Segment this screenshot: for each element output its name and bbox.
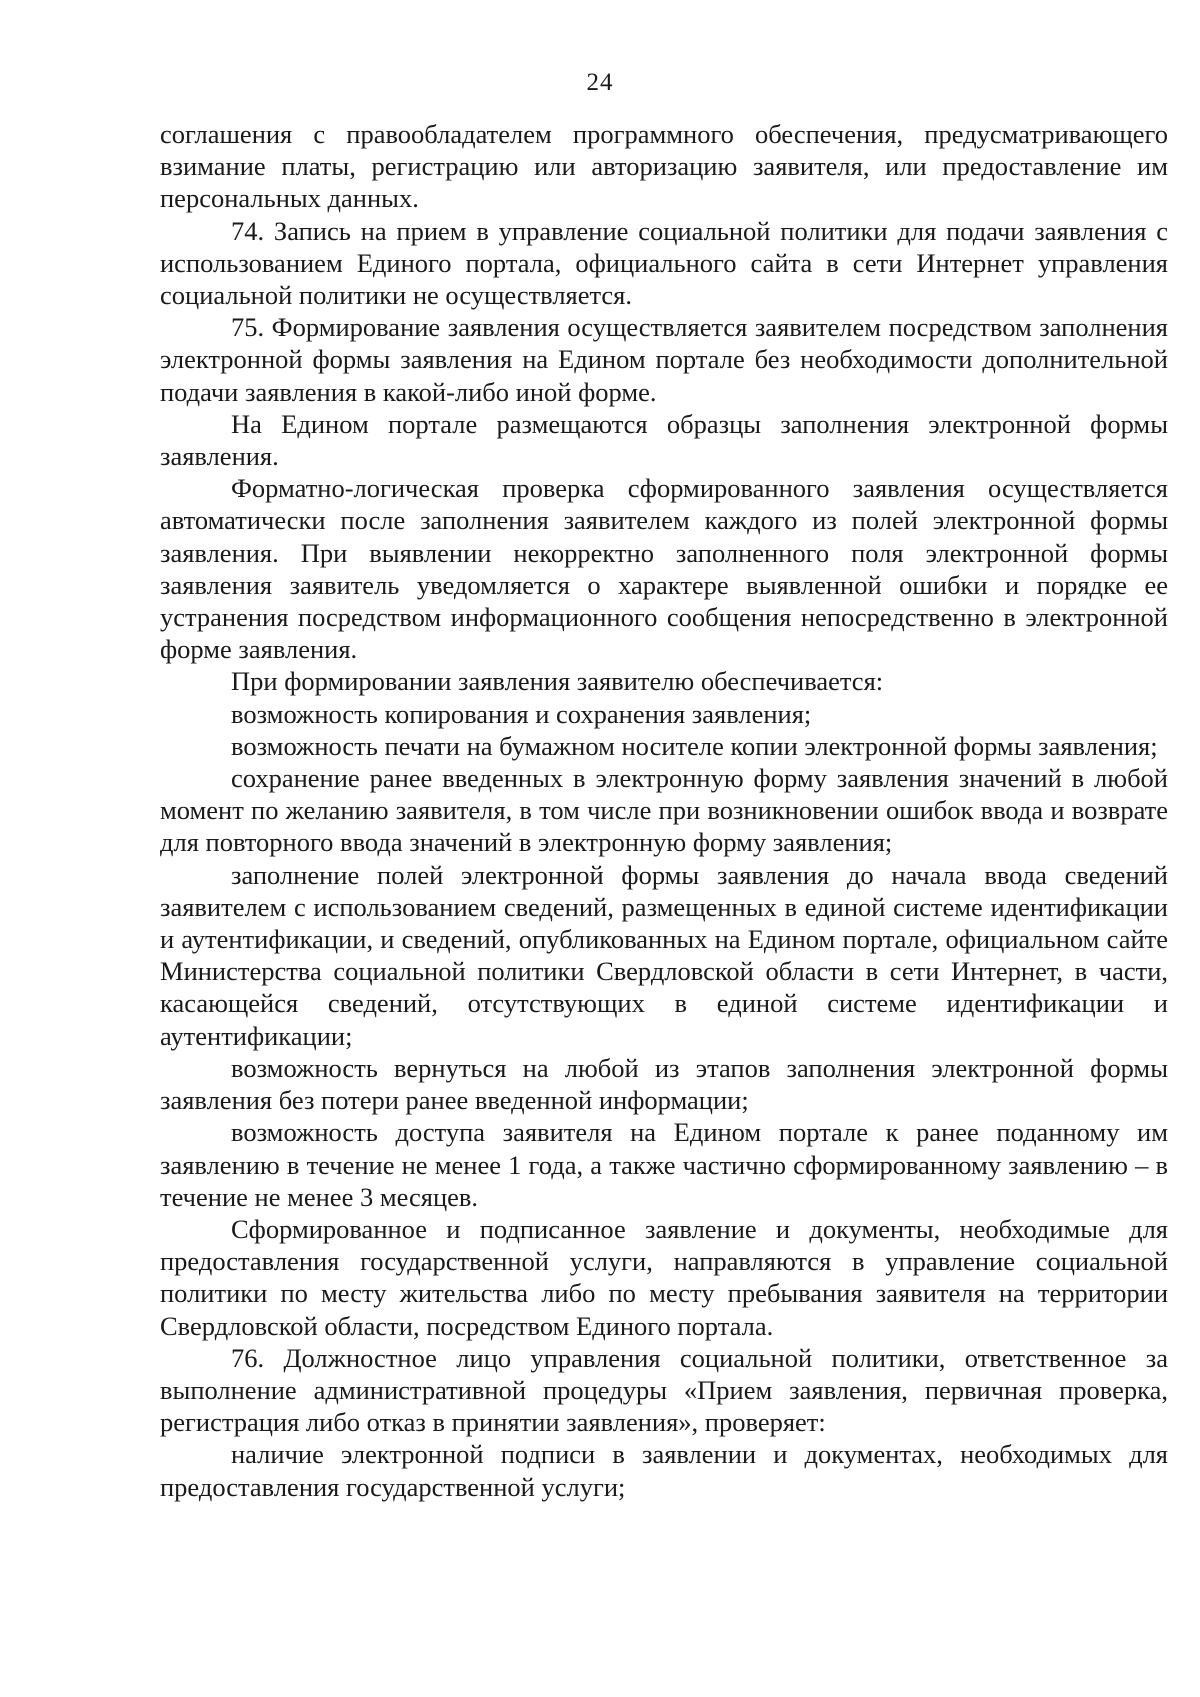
paragraph-74: 74. Запись на прием в управление социальной политики для подачи заявления с использованием Единого портала, официального сайта в сети Интернет управления социальной политики не осуществляется. <box>160 215 1168 311</box>
paragraph-76: 76. Должностное лицо управления социальной политики, ответственное за выполнение административной процедуры «Прием заявления, первичная проверка, регистрация либо отказ в принятии заявления», проверяет: <box>160 1342 1168 1438</box>
paragraph-submission: Сформированное и подписанное заявление и документы, необходимые для предоставления государственной услуги, направляются в управление социальной политики по месту жительства либо по месту пребывания заявителя на территории Свердловской области, посредством Единого портала. <box>160 1213 1168 1341</box>
paragraph-provided-intro: При формировании заявления заявителю обеспечивается: <box>231 666 884 697</box>
paragraph-75: 75. Формирование заявления осуществляется заявителем посредством заполнения электронной формы заявления на Едином портале без необходимости дополнительной подачи заявления в какой-либо иной форме. <box>160 312 1168 407</box>
list-item-return-step: возможность вернуться на любой из этапов заполнения электронной формы заявления без потери ранее введенной информации; <box>160 1052 1168 1116</box>
page-number: 24 <box>586 69 614 96</box>
body-text <box>160 118 1168 1503</box>
list-item-print: возможность печати на бумажном носителе копии электронной формы заявления; <box>231 730 1158 761</box>
list-item-copy-save: возможность копирования и сохранения заявления; <box>231 698 812 729</box>
paragraph-samples: На Едином портале размещаются образцы заполнения электронной формы заявления. <box>160 408 1168 472</box>
list-item-prefill: заполнение полей электронной формы заявления до начала ввода сведений заявителем с использованием сведений, размещенных в единой системе идентификации и аутентификации, и сведений, опубликованных на Едином портале, официальном сайте Министерства социальной политики Свердловской области в сети Интернет, в части, касающейся сведений, отсутствующих в единой системе идентификации и аутентификации; <box>160 859 1168 1051</box>
list-item-signature: наличие электронной подписи в заявлении и документах, необходимых для предоставления государственной услуги; <box>160 1439 1168 1502</box>
paragraph-continuation: соглашения с правообладателем программного обеспечения, предусматривающего взимание платы, регистрацию или авторизацию заявителя, или предоставление им персональных данных. <box>160 119 1168 214</box>
list-item-save-values: сохранение ранее введенных в электронную форму заявления значений в любой момент по желанию заявителя, в том числе при возникновении ошибок ввода и возврате для повторного ввода значений в электронную форму заявления; <box>160 763 1168 858</box>
list-item-access: возможность доступа заявителя на Едином портале к ранее поданному им заявлению в течение не менее 1 года, а также частично сформированному заявлению – в течение не менее 3 месяцев. <box>160 1117 1168 1212</box>
paragraph-format-check: Форматно-логическая проверка сформированного заявления осуществляется автоматически после заполнения заявителем каждого из полей электронной формы заявления. При выявлении некорректно заполненного поля электронной формы заявления заявитель уведомляется о характере выявленной ошибки и порядке ее устранения посредством информационного сообщения непосредственно в электронной форме заявления. <box>160 473 1168 665</box>
